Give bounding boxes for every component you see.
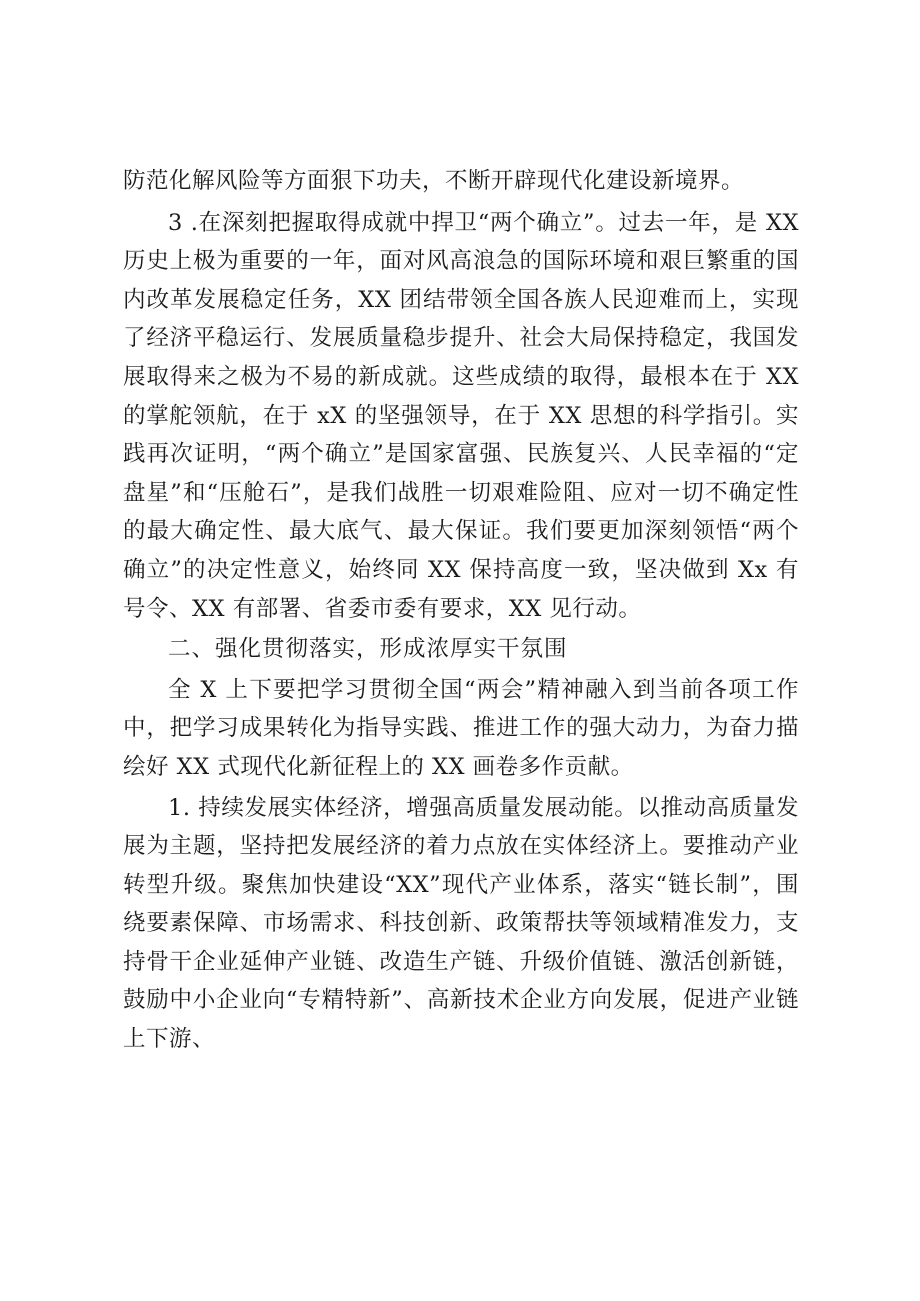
document-body (123, 162, 799, 1059)
paragraph-3: 3 .在深刻把握取得成就中捍卫“两个确立”。过去一年，是 XX 历史上极为重要的一年，面对风高浪急的国际环境和艰巨繁重的国内改革发展稳定任务，XX 团结带领全国各族人民迎难而上，实现了经济平稳运行、发展质量稳步提升、社会大局保持稳定，我国发展取得来之极为不易的新成就。这些成绩的取得，最根本在于 XX 的掌舵领航，在于 xX 的坚强领导，在于 XX 思想的科学指引。实践再次证明，“两个确立”是国家富强、民族复兴、人民幸福的“定盘星”和“压舱石”，是我们战胜一切艰难险阻、应对一切不确定性的最大确定性、最大底气、最大保证。我们要更加深刻领悟“两个确立”的决定性意义，始终同 XX 保持高度一致，坚决做到 Xx 有号令、XX 有部署、省委市委有要求，XX 见行动。 (123, 209, 799, 622)
section-intro-paragraph: 全 X 上下要把学习贯彻全国“两会”精神融入到当前各项工作中，把学习成果转化为指导实践、推进工作的强大动力，为奋力描绘好 XX 式现代化新征程上的 XX 画卷多作贡献。 (123, 676, 799, 780)
continuation-paragraph: 防范化解风险等方面狠下功夫，不断开辟现代化建设新境界。 (123, 168, 745, 194)
paragraph-1: 1. 持续发展实体经济，增强高质量发展动能。以推动高质量发展为主题，坚持把发展经济的着力点放在实体经济上。要推动产业转型升级。聚焦加快建设“XX”现代产业体系，落实“链长制”，围绕要素保障、市场需求、科技创新、政策帮扶等领域精准发力，支持骨干企业延伸产业链、改造生产链、升级价值链、激活创新链，鼓励中小企业向“专精特新”、高新技术企业方向发展，促进产业链上下游、 (123, 794, 799, 1053)
section-heading: 二、强化贯彻落实，形成浓厚实干氛围 (168, 636, 568, 663)
